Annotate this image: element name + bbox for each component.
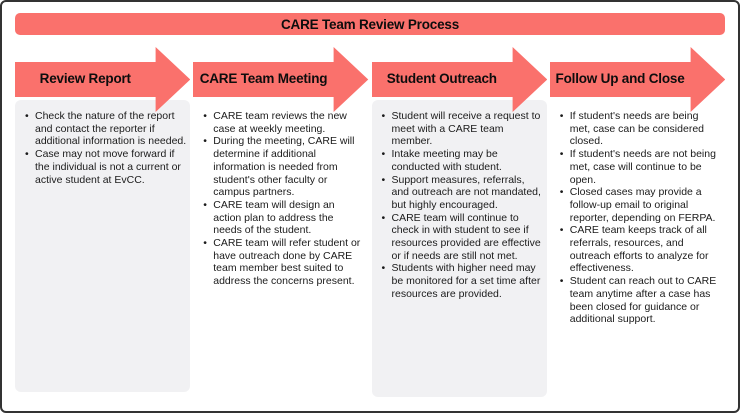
process-stage bbox=[193, 47, 368, 288]
stage-arrow bbox=[15, 47, 190, 112]
bullet-item: • Support measures, referrals, and outreach are not mandated, but highly encouraged. bbox=[381, 174, 543, 212]
stage-arrow bbox=[372, 47, 547, 112]
process-stage bbox=[15, 47, 190, 392]
bullet-item: • Students with higher need may be monitored for a set time after resources are provided. bbox=[381, 262, 543, 300]
bullet-item: • CARE team will refer student or have outreach done by CARE team member best suited to address the concerns present. bbox=[202, 237, 364, 288]
bullet-item: • CARE team keeps track of all referrals, resources, and outreach efforts to analyze for effectiveness. bbox=[559, 224, 721, 275]
page-title: CARE Team Review Process bbox=[15, 13, 725, 35]
bullet-item: • Student can reach out to CARE team anytime after a case has been closed for guidance or additional support. bbox=[559, 275, 721, 326]
bullet-item: • Closed cases may provide a follow-up email to original reporter, depending on FERPA. bbox=[559, 186, 721, 224]
bullet-item: • If student's needs are not being met, case will continue to be open. bbox=[559, 148, 721, 186]
stage-arrow bbox=[193, 47, 368, 112]
stage-bullet-list bbox=[550, 100, 725, 326]
stage-header: Student Outreach bbox=[386, 71, 497, 87]
process-stage bbox=[372, 47, 547, 397]
stage-panel bbox=[193, 100, 368, 288]
process-columns bbox=[2, 47, 738, 397]
bullet-item: • If student's needs are being met, case can be considered closed. bbox=[559, 110, 721, 148]
stage-header: Follow Up and Close bbox=[555, 71, 685, 87]
bullet-item: • CARE team reviews the new case at weekly meeting. bbox=[202, 110, 364, 135]
bullet-item: • During the meeting, CARE will determine if additional information is needed from student's other faculty or campus partners. bbox=[202, 135, 364, 199]
bullet-item: • Case may not move forward if the individual is not a current or active student at EvCC. bbox=[24, 148, 186, 186]
stage-bullet-list bbox=[193, 100, 368, 288]
stage-panel bbox=[15, 100, 190, 392]
bullet-item: • Student will receive a request to meet with a CARE team member. bbox=[381, 110, 543, 148]
stage-header: CARE Team Meeting bbox=[199, 71, 328, 87]
stage-header: Review Report bbox=[39, 71, 131, 87]
bullet-item: • CARE team will design an action plan to address the needs of the student. bbox=[202, 199, 364, 237]
process-stage bbox=[550, 47, 725, 326]
bullet-item: • Check the nature of the report and contact the reporter if additional information is needed. bbox=[24, 110, 186, 148]
stage-arrow bbox=[550, 47, 725, 112]
stage-panel bbox=[550, 100, 725, 326]
stage-panel bbox=[372, 100, 547, 397]
stage-bullet-list bbox=[15, 100, 190, 186]
stage-bullet-list bbox=[372, 100, 547, 301]
bullet-item: • CARE team will continue to check in with student to see if resources provided are effective or if needs are still not met. bbox=[381, 212, 543, 263]
bullet-item: • Intake meeting may be conducted with student. bbox=[381, 148, 543, 173]
